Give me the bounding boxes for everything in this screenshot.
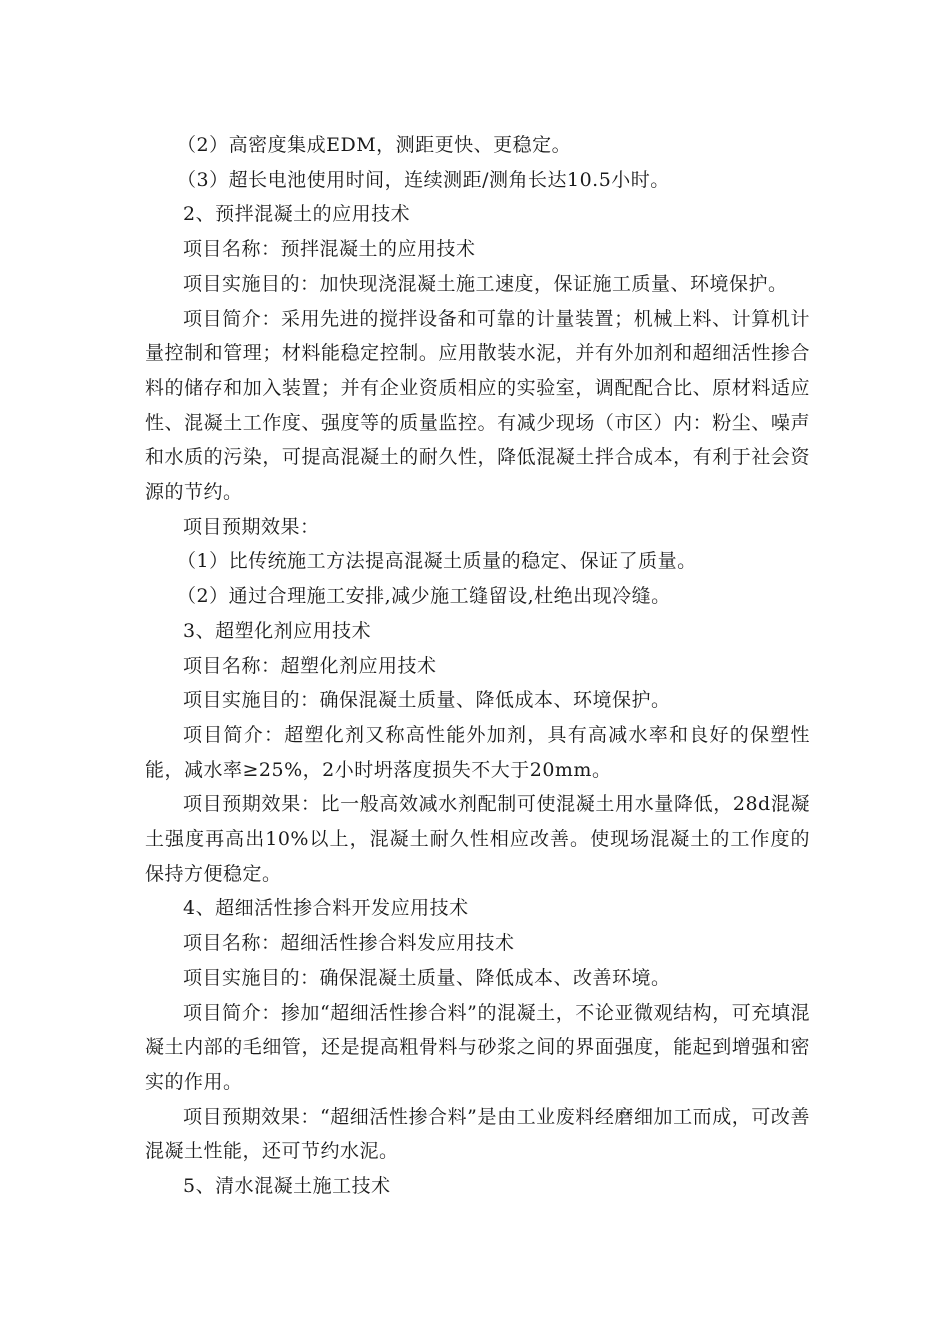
project-name: 项目名称：超塑化剂应用技术 — [183, 654, 437, 677]
section-heading: 2、预拌混凝土的应用技术 — [183, 203, 411, 226]
project-purpose: 项目实施目的：确保混凝土质量、降低成本、环境保护。 — [183, 689, 671, 712]
list-item-1: （2）高密度集成EDM，测距更快、更稳定。 — [177, 134, 572, 156]
section-heading: 4、超细活性掺合料开发应用技术 — [183, 897, 469, 920]
document-body — [145, 128, 810, 1204]
list-item-1: （1）比传统施工方法提高混凝土质量的稳定、保证了质量。 — [177, 550, 697, 573]
project-expected-effect: 项目预期效果：“超细活性掺合料”是由工业废料经磨细加工而成，可改善混凝土性能，还可节约水泥。 — [145, 1105, 810, 1163]
project-purpose: 项目实施目的：加快现浇混凝土施工速度，保证施工质量、环境保护。 — [183, 272, 788, 295]
project-intro: 项目简介：采用先进的搅拌设备和可靠的计量装置；机械上料、计算机计量控制和管理；材料能稳定控制。应用散装水泥，并有外加剂和超细活性掺合料的储存和加入装置；并有企业资质相应的实验室，调配配合比、原材料适应性、混凝土工作度、强度等的质量监控。有减少现场（市区）内：粉尘、噪声和水质的污染，可提高混凝土的耐久性，降低混凝土拌合成本，有利于社会资源的节约。 — [145, 307, 810, 504]
section-heading: 3、超塑化剂应用技术 — [183, 619, 372, 642]
project-intro: 项目简介：掺加“超细活性掺合料”的混凝土，不论亚微观结构，可充填混凝土内部的毛细管，还是提高粗骨料与砂浆之间的界面强度，能起到增强和密实的作用。 — [145, 1001, 810, 1093]
project-name: 项目名称：超细活性掺合料发应用技术 — [183, 932, 515, 955]
list-item-2: （2）通过合理施工安排,减少施工缝留设,杜绝出现冷缝。 — [177, 585, 671, 608]
project-expected-effect: 项目预期效果： — [183, 515, 320, 538]
project-intro: 项目简介：超塑化剂又称高性能外加剂，具有高减水率和良好的保塑性能，减水率≥25%，2小时坍落度损失不大于20mm。 — [145, 723, 810, 781]
project-name: 项目名称：预拌混凝土的应用技术 — [183, 238, 476, 261]
section-heading: 5、清水混凝土施工技术 — [183, 1175, 391, 1198]
list-item-2: （3）超长电池使用时间，连续测距/测角长达10.5小时。 — [177, 168, 670, 191]
project-expected-effect: 项目预期效果：比一般高效减水剂配制可使混凝土用水量降低，28d混凝土强度再高出10%以上，混凝土耐久性相应改善。使现场混凝土的工作度的保持方便稳定。 — [145, 793, 810, 885]
project-purpose: 项目实施目的：确保混凝土质量、降低成本、改善环境。 — [183, 966, 671, 989]
